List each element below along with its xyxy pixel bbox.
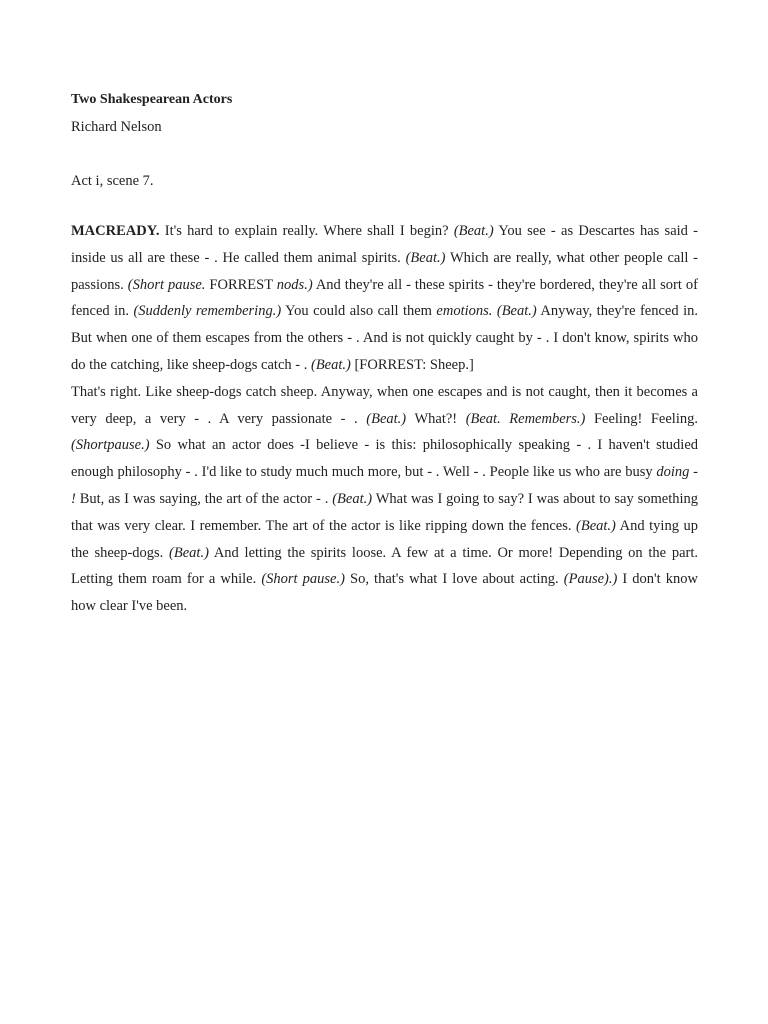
dialogue-text: You could also call them (281, 303, 437, 320)
stage-direction: (Pause).) (563, 571, 618, 588)
stage-direction: (Beat.) (169, 544, 209, 561)
dialogue-text: Anyway, they're fenced in. But when one of them escapes from the others - . And is not quickly caught by - . I don't know, spirits who do the catching, like sheep-dogs catch - . (71, 303, 698, 373)
dialogue-text: What was I going to say? I was about to say something that was very clear. I remember. The art of the actor is like ripping down the fences. (71, 490, 699, 534)
dialogue-text: And they're all - these spirits - they're bordered, they're all sort of fenced in. (71, 276, 698, 320)
dialogue-text: You see - as Descartes has said - inside us all are these - . He called them animal spirits. (71, 223, 698, 266)
stage-direction: (Shortpause.) (71, 437, 150, 454)
stage-direction: (Suddenly remembering.) (133, 303, 282, 320)
dialogue-text: Feeling! Feeling. (585, 410, 698, 427)
speech-body (71, 218, 698, 620)
author-name: Richard Nelson (71, 119, 162, 135)
scene-heading: Act i, scene 7. (71, 173, 154, 189)
dialogue-text: And tying up the sheep-dogs. (71, 517, 698, 561)
dialogue-text: I don't know how clear I've been. (71, 571, 698, 615)
stage-direction: (Short pause.) (261, 571, 345, 588)
document-page (71, 90, 698, 620)
stage-direction: (Beat.) (366, 410, 407, 427)
stage-direction: (Beat.) (496, 303, 537, 320)
stage-direction: (Beat.) (310, 356, 351, 373)
stage-direction: (Beat. Remembers.) (465, 410, 586, 427)
stage-direction: (Beat.) (332, 490, 373, 507)
dialogue-text: But, as I was saying, the art of the actor - . (75, 490, 333, 507)
dialogue-text: So what an actor does -I believe - is this: philosophically speaking - . I haven't studied enough philosophy - . I'd like to study much much more, but - . Well - . People like us who are busy (71, 437, 698, 481)
play-title: Two Shakespearean Actors (71, 92, 233, 107)
stage-direction: nods.) (276, 276, 313, 293)
stage-direction: (Beat.) (576, 517, 616, 534)
dialogue-text: What?! (406, 410, 466, 427)
stage-direction: doing - ! (71, 464, 698, 507)
dialogue-text: That's right. Like sheep-dogs catch sheep. Anyway, when one escapes and is not caught, then it becomes a very deep, a very - . A very passionate - . (71, 383, 698, 427)
stage-direction: (Beat.) (453, 223, 494, 239)
dialogue-text: So, that's what I love about acting. (344, 571, 564, 588)
speaker-name: MACREADY. (71, 223, 160, 239)
stage-direction: (Short pause. (127, 276, 206, 293)
stage-direction: emotions. (436, 303, 493, 320)
dialogue-text: Which are really, what other people call - passions. (71, 249, 698, 293)
speech-paragraph-1 (71, 218, 698, 379)
dialogue-text: It's hard to explain really. Where shall I begin? (159, 223, 454, 239)
dialogue-text: FORREST (205, 276, 277, 293)
speech-paragraph-2 (71, 379, 698, 620)
dialogue-text: And letting the spirits loose. A few at a time. Or more! Depending on the part. Letting them roam for a while. (71, 544, 699, 588)
stage-direction: (Beat.) (405, 249, 446, 266)
dialogue-text: [FORREST: Sheep.] (350, 356, 474, 373)
